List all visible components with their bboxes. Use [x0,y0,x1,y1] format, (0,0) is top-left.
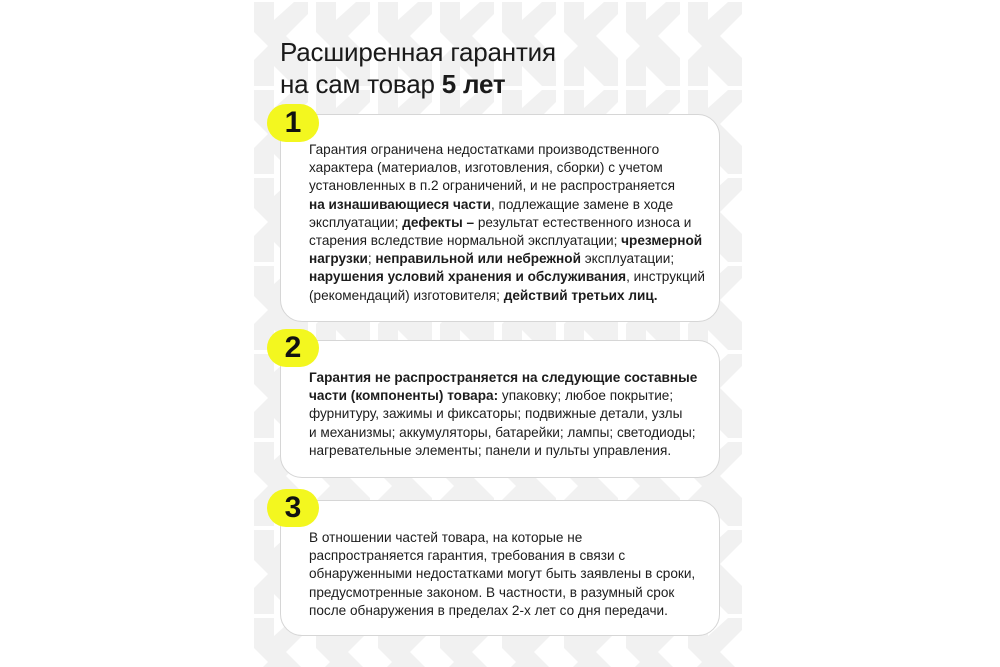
section-1-number-badge: 1 [267,104,319,142]
title-highlight: 5 лет [441,69,506,99]
section-2-number-badge: 2 [267,329,319,367]
section-3-number-badge: 3 [267,489,319,527]
section-1-text: Гарантия ограничена недостатками производственного характера (материалов, изготовления, сборки) с учетом установленных в п.2 ограничений, и не распространяется на изнашивающиеся части, подлежащие замене в ходе эксплуатации; дефекты – результат естественного износа и старения вследствие нормальной эксплуатации; чрезмерной нагрузки; неправильной или небрежной эксплуатации; нарушения условий хранения и обслуживания, инструкций (рекомендаций) изготовителя; действий третьих лиц. [309,142,705,303]
title-line-2: на сам товар [280,69,442,99]
page-title [280,36,556,100]
section-3-text: В отношении частей товара, на которые не распространяется гарантия, требования в связи с обнаруженными недостатками могут быть заявлены в сроки, предусмотренные законом. В частности, в разумный срок после обнаружения в пределах 2-х лет со дня передачи. [309,530,696,618]
title-line-1: Расширенная гарантия [280,37,556,67]
warranty-card [250,0,750,667]
section-2-text: Гарантия не распространяется на следующие составные части (компоненты) товара: упаковку; любое покрытие; фурнитуру, зажимы и фиксаторы; подвижные детали, узлы и механизмы; аккумуляторы, батарейки; лампы; светодиоды; нагревательные элементы; панели и пульты управления. [309,370,698,458]
